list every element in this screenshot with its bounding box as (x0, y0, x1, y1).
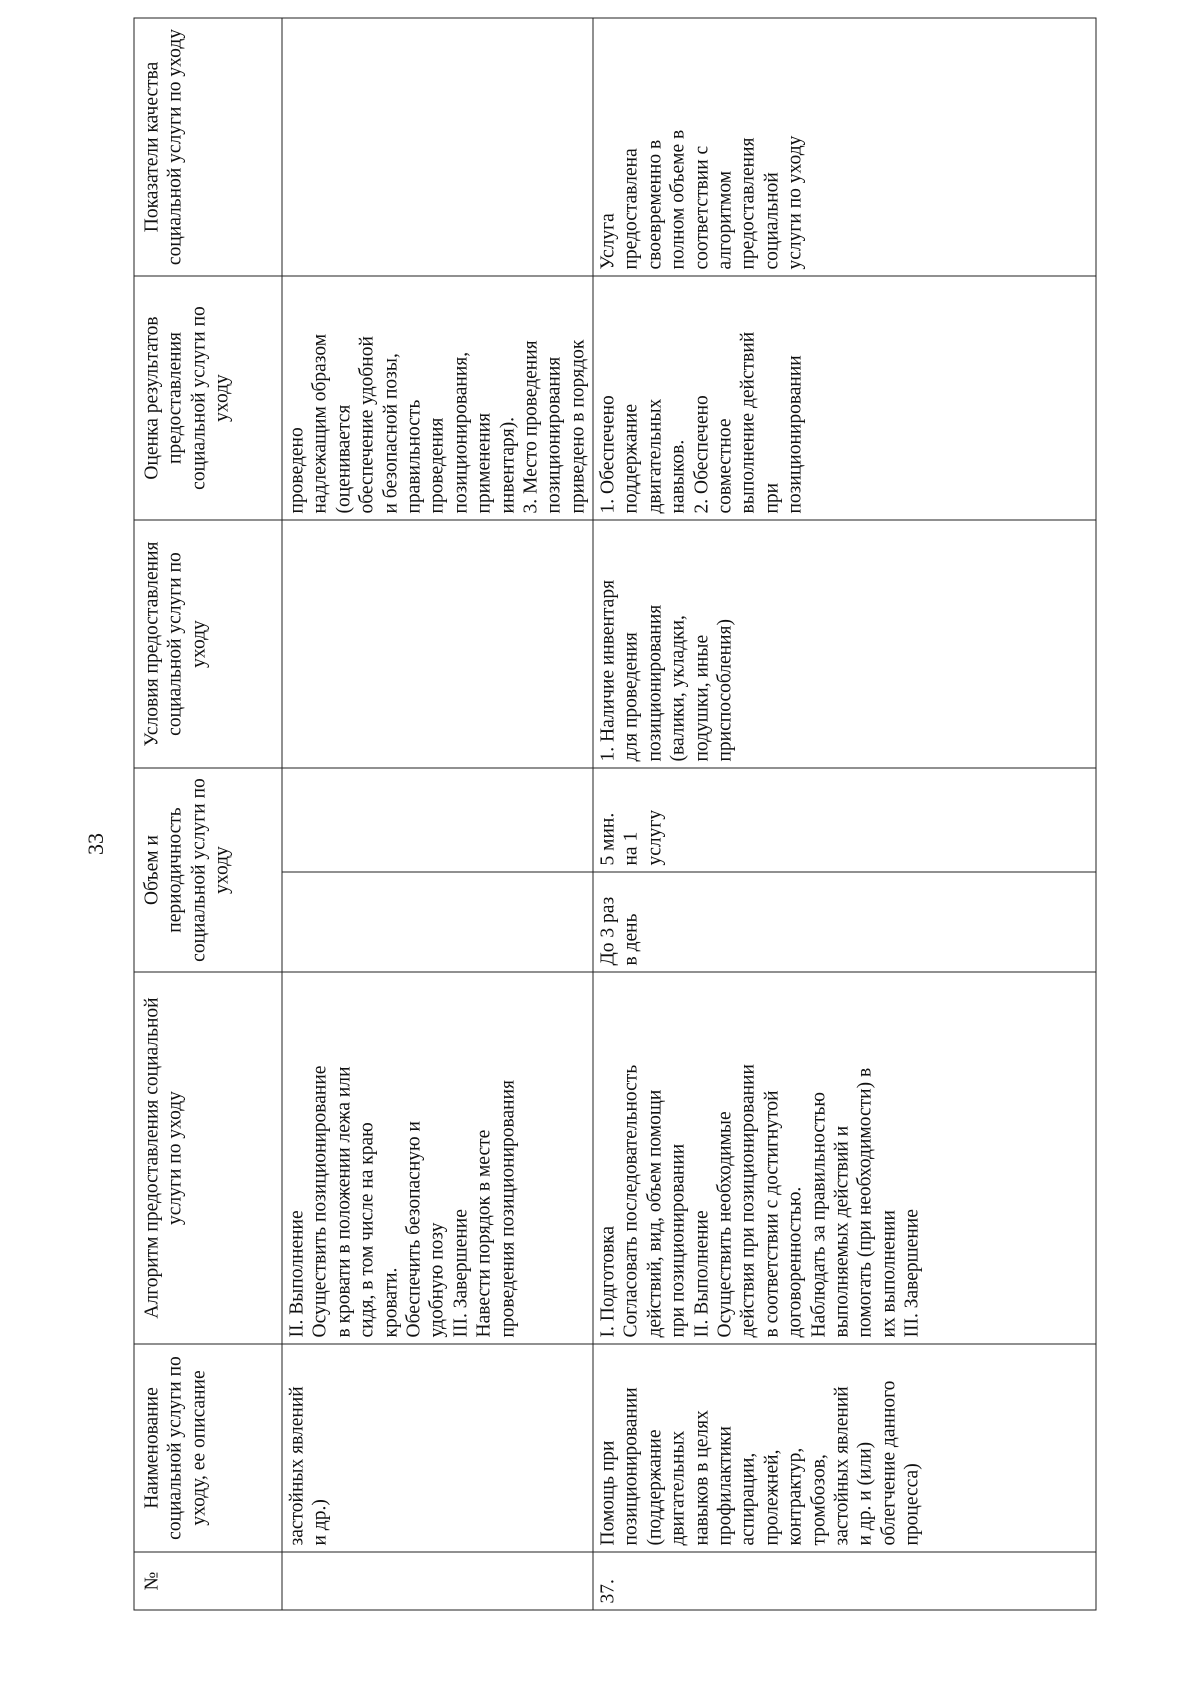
row-evaluation: 1. Обеспечено поддержание двигательных навыков. 2. Обеспечено совместное выполнение действий при позиционировании (593, 276, 1096, 520)
header-name: Наименование социальной услуги по уходу, ее описание (134, 1344, 282, 1552)
row-num (282, 1552, 593, 1610)
row-volume (282, 768, 593, 872)
services-table (133, 17, 1096, 1610)
row-evaluation: проведено надлежащим образом (оценивается обеспечение удобной и безопасной позы, правильность проведения позиционирования, применения инвентаря). 3. Место проведения позиционирования приведено в порядок (282, 276, 593, 520)
page-number: 33 (83, 833, 108, 855)
row-periodicity (282, 872, 593, 972)
header-num: № (134, 1552, 282, 1610)
row-algorithm: II. Выполнение Осуществить позиционирование в кровати в положении лежа или сидя, в том числе на краю кровати. Обеспечить безопасную и удобную позу III. Завершение Навести порядок в месте проведения позиционирования (282, 972, 593, 1344)
row-name: Помощь при позиционировании (поддержание двигательных навыков в целях профилактики аспирации, пролежней, контрактур, тромбозов, застойных явлений и др. и (или) облегчение данного процесса) (593, 1344, 1096, 1552)
table-row (282, 18, 593, 1610)
header-evaluation: Оценка результатов предоставления социальной услуги по уходу (134, 276, 282, 520)
header-algorithm: Алгоритм предоставления социальной услуги по уходу (134, 972, 282, 1344)
header-conditions: Условия предоставления социальной услуги по уходу (134, 520, 282, 768)
row-quality: Услуга предоставлена своевременно в полном объеме в соответствии с алгоритмом предоставления социальной услуги по уходу (593, 18, 1096, 276)
row-quality (282, 18, 593, 276)
row-num: 37. (593, 1552, 1096, 1610)
header-row (134, 18, 282, 1610)
row-conditions: 1. Наличие инвентаря для проведения позиционирования (валики, укладки, подушки, иные приспособления) (593, 520, 1096, 768)
row-conditions (282, 520, 593, 768)
row-periodicity: До 3 раз в день (593, 872, 1096, 972)
row-volume: 5 мин. на 1 услугу (593, 768, 1096, 872)
table-row (593, 18, 1096, 1610)
services-table-wrapper (133, 18, 1096, 1610)
header-quality: Показатели качества социальной услуги по уходу (134, 18, 282, 276)
row-name: застойных явлений и др.) (282, 1344, 593, 1552)
row-algorithm: I. Подготовка Согласовать последовательность действий, вид, объем помощи при позиционировании II. Выполнение Осуществить необходимые действия при позиционировании в соответствии с достигнутой договоренностью. Наблюдать за правильностью выполняемых действий и помогать (при необходимости) в их выполнении III. Завершение (593, 972, 1096, 1344)
header-volume: Объем и периодичность социальной услуги по уходу (134, 768, 282, 972)
